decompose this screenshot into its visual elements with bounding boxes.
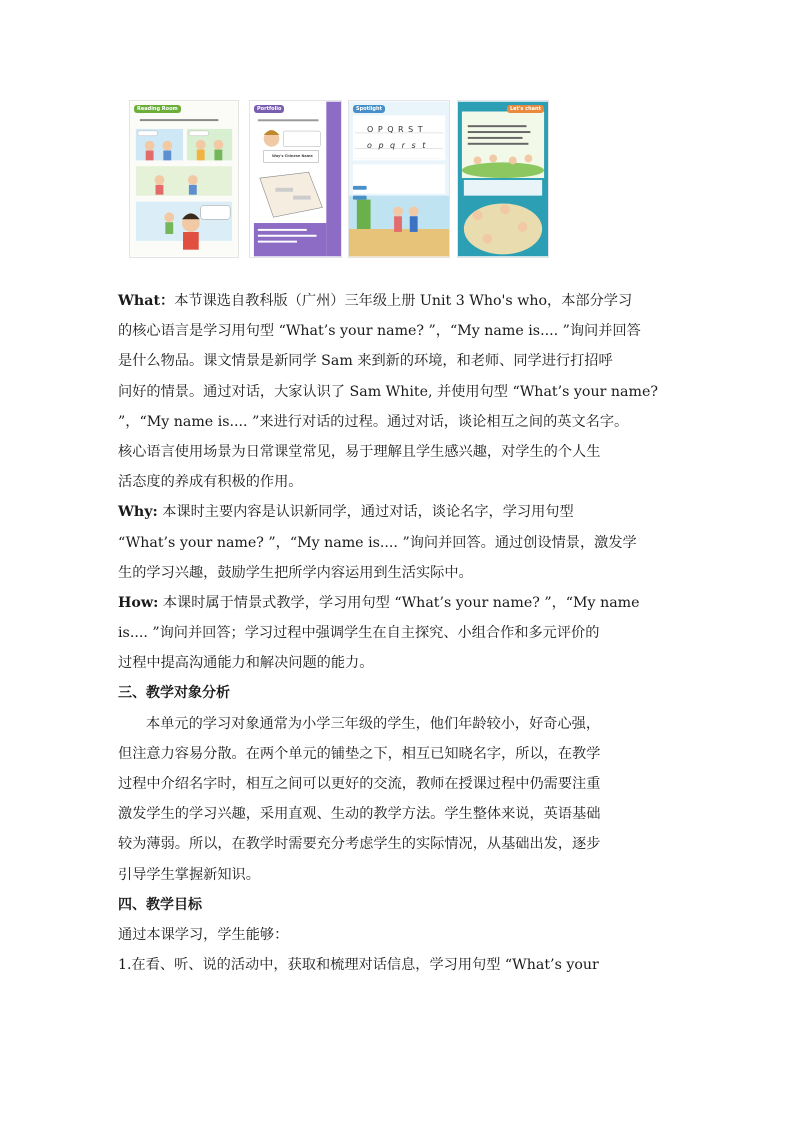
body-line <box>118 528 678 558</box>
heading-text: 四、教学目标 <box>118 896 202 913</box>
how-line <box>118 588 678 618</box>
body-text: 但注意力容易分散。在两个单元的铺垫之下，相互已知晓名字，所以，在教学 <box>118 745 601 762</box>
thumbnail-portfolio <box>249 100 342 258</box>
body-text: is.... ”询问并回答；学习过程中强调学生在自主探究、小组合作和多元评价的 <box>118 625 600 642</box>
body-text: 1.在看、听、说的活动中，获取和梳理对话信息，学习用句型 “What’s your <box>118 957 599 974</box>
body-line <box>118 799 678 829</box>
body-text: 的核心语言是学习用句型 “What’s your name? ”，“My name is.... ”询问并回答 <box>118 323 641 340</box>
body-line <box>118 467 678 497</box>
letters-lower: o p q r s t <box>367 141 428 150</box>
thumbnail-label: Portfolio <box>254 105 284 113</box>
body-line <box>118 346 678 376</box>
body-line <box>118 950 678 980</box>
what-label: What： <box>118 293 175 309</box>
textbook-thumbnails <box>129 100 549 258</box>
body-line <box>118 769 678 799</box>
thumbnail-spotlight <box>348 100 450 258</box>
body-line <box>118 648 678 678</box>
body-line <box>118 377 678 407</box>
body-text: 本单元的学习对象通常为小学三年级的学生，他们年龄较小，好奇心强， <box>146 715 601 732</box>
what-line <box>118 286 678 316</box>
body-text: 通过本课学习，学生能够： <box>118 926 289 943</box>
body-line <box>118 407 678 437</box>
body-text: 问好的情景。通过对话，大家认识了 Sam White, 并使用句型 “What’s your name? <box>118 383 658 400</box>
why-line <box>118 497 678 527</box>
why-label: Why: <box>118 504 158 521</box>
thumbnail-label: Let's chant <box>507 105 544 113</box>
body-text: 引导学生掌握新知识。 <box>118 866 260 883</box>
portfolio-illustration <box>250 101 341 257</box>
body-text: 是什么物品。课文情景是新同学 Sam 来到新的环境，和老师、同学进行打招呼 <box>118 353 613 370</box>
how-label: How: <box>118 594 159 611</box>
body-line <box>118 709 678 739</box>
body-text: 本课时主要内容是认识新同学，通过对话，谈论名字，学习用句型 <box>157 504 574 521</box>
body-text: ”，“My name is.... ”来进行对话的过程。通过对话，谈论相互之间的英文名字。 <box>118 413 629 430</box>
section-heading-teaching-goals <box>118 890 678 920</box>
heading-text: 三、教学对象分析 <box>118 685 230 702</box>
thumbnail-reading-room <box>129 100 239 258</box>
body-line <box>118 829 678 859</box>
body-text: 过程中介绍名字时，相互之间可以更好的交流，教师在授课过程中仍需要注重 <box>118 776 601 792</box>
body-line <box>118 618 678 648</box>
body-line <box>118 860 678 890</box>
body-text: 活态度的养成有积极的作用。 <box>118 474 303 491</box>
lets-chant-illustration <box>458 101 548 257</box>
letters-upper: O P Q R S T <box>367 125 424 134</box>
body-text: 本节课选自教科版（广州）三年级上册 Unit 3 Who's who，本部分学习 <box>174 293 633 309</box>
section-heading-student-analysis <box>118 678 678 708</box>
body-text: 生的学习兴趣，鼓励学生把所学内容运用到生活实际中。 <box>118 564 473 581</box>
thumbnail-label: Spotlight <box>353 105 385 113</box>
body-text: “What’s your name? ”，“My name is.... ”询问并回答。通过创设情景，激发学 <box>118 534 637 551</box>
reading-room-illustration <box>130 101 238 257</box>
body-text: 较为薄弱。所以，在教学时需要充分考虑学生的实际情况，从基础出发，逐步 <box>118 836 601 853</box>
body-text: 过程中提高沟通能力和解决问题的能力。 <box>118 655 374 672</box>
lesson-analysis-body <box>118 286 678 980</box>
body-text: 本课时属于情景式教学，学习用句型 “What’s your name? ”，“My name <box>158 594 640 611</box>
thumbnail-label: Reading Room <box>134 105 181 113</box>
body-text: 核心语言使用场景为日常课堂常见，易于理解且学生感兴趣，对学生的个人生 <box>118 443 601 460</box>
body-text: 激发学生的学习兴趣，采用直观、生动的教学方法。学生整体来说，英语基础 <box>118 806 601 823</box>
portfolio-box-title: Way's Chinese Name <box>272 154 313 158</box>
body-line <box>118 316 678 346</box>
thumbnail-lets-chant <box>457 100 549 258</box>
body-line <box>118 739 678 769</box>
body-line <box>118 920 678 950</box>
body-line <box>118 558 678 588</box>
body-line <box>118 437 678 467</box>
